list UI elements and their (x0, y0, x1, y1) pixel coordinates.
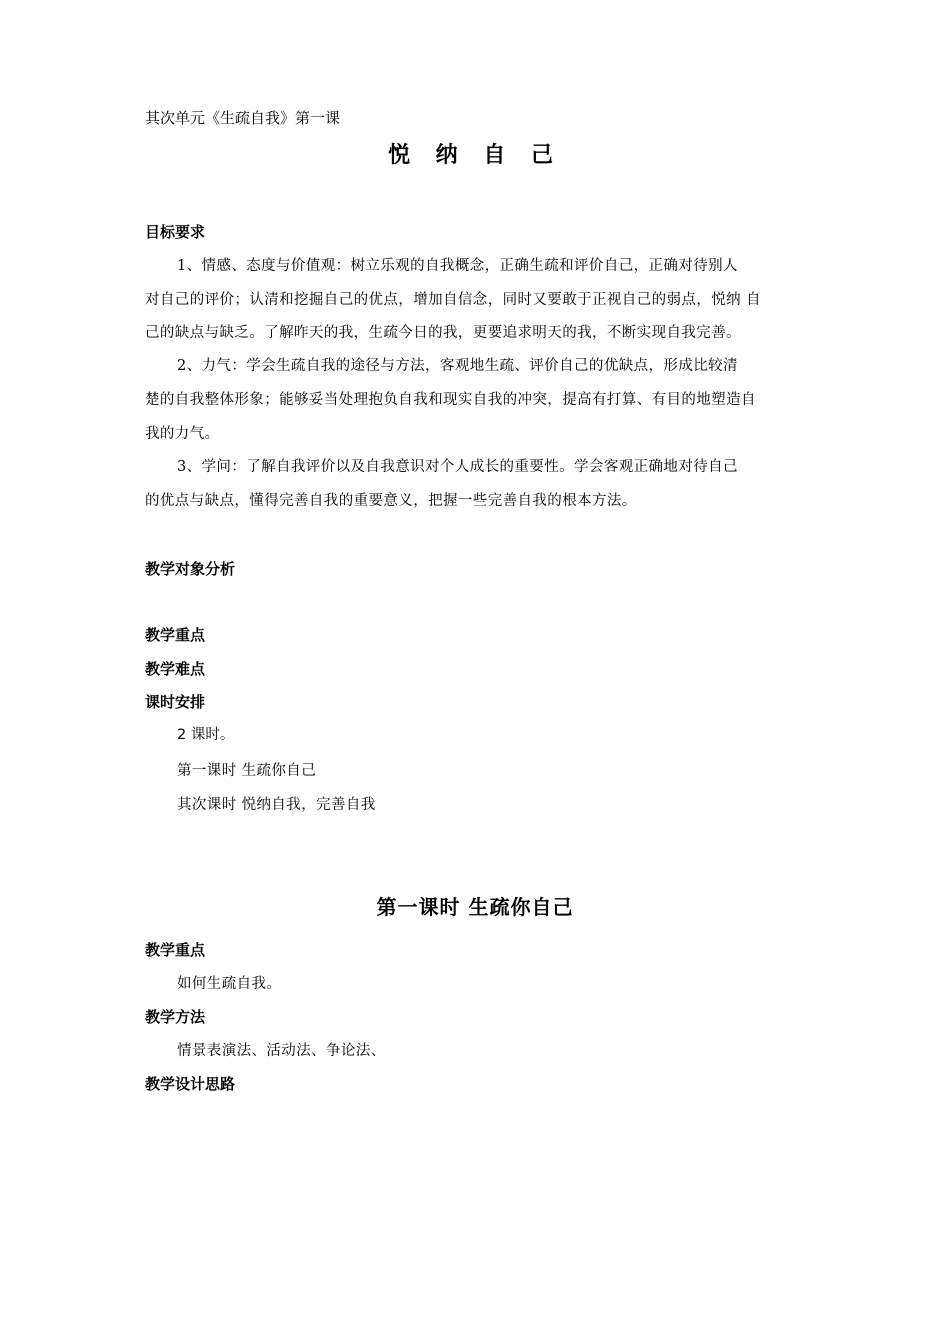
objective-line-8: 的优点与缺点，懂得完善自我的重要意义，把握一些完善自我的根本方法。 (145, 493, 637, 509)
unit-line: 其次单元《生疏自我》第一课 (145, 109, 341, 127)
key-points-heading: 教学重点 (145, 626, 206, 644)
lesson-title: 第一课时 生疏你自己 (376, 895, 574, 919)
difficulties-heading: 教学难点 (145, 660, 206, 678)
objectives-heading: 目标要求 (145, 223, 206, 241)
page-title: 悦 纳 自 己 (388, 143, 562, 168)
schedule-second-lesson: 其次课时 悦纳自我，完善自我 (177, 797, 376, 813)
lesson-method-text: 情景表演法、活动法、争论法、 (177, 1043, 386, 1059)
lesson-method-heading: 教学方法 (145, 1008, 206, 1026)
objective-line-2: 对自己的评价；认清和挖掘自己的优点，增加自信念，同时又要敢于正视自己的弱点，悦纳 自 (145, 292, 761, 308)
objective-line-5: 楚的自我整体形象；能够妥当处理抱负自我和现实自我的冲突，提高有打算、有目的地塑造自 (145, 392, 756, 408)
objective-line-1: 1、情感、态度与价值观：树立乐观的自我概念，正确生疏和评价自己，正确对待别人 (177, 258, 738, 274)
objective-line-7: 3、学问：了解自我评价以及自我意识对个人成长的重要性。学会客观正确地对待自己 (177, 459, 738, 475)
lesson-key-text: 如何生疏自我。 (177, 976, 282, 992)
lesson-key-heading: 教学重点 (145, 941, 206, 959)
objective-line-6: 我的力气。 (145, 426, 220, 442)
schedule-first-lesson: 第一课时 生疏你自己 (177, 763, 317, 779)
objective-line-3: 己的缺点与缺乏。了解昨天的我，生疏今日的我，更要追求明天的我，不断实现自我完善。 (145, 325, 741, 341)
schedule-heading: 课时安排 (145, 693, 206, 711)
schedule-total: 2 课时。 (177, 727, 235, 743)
objective-line-4: 2、力气：学会生疏自我的途径与方法，客观地生疏、评价自己的优缺点，形成比较清 (177, 358, 738, 374)
analysis-heading: 教学对象分析 (145, 560, 236, 578)
lesson-design-heading: 教学设计思路 (145, 1075, 236, 1093)
